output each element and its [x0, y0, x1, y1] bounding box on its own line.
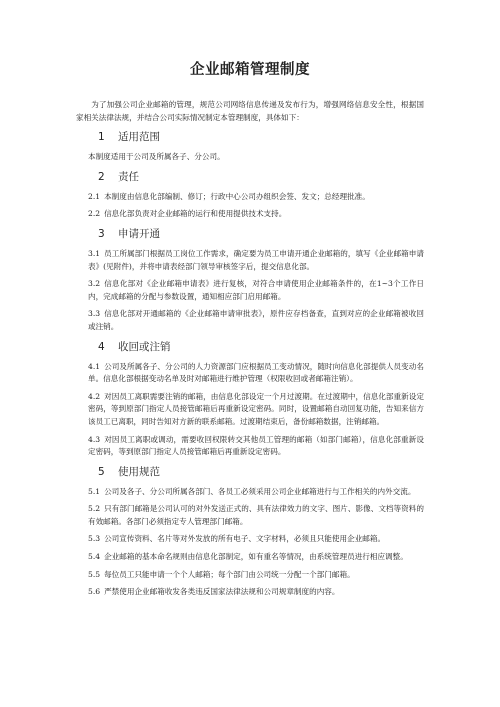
- clause-number: 5.4: [88, 552, 101, 562]
- section: [76, 464, 424, 599]
- clause-text: 公司及所属各子、分公司的人力资源部门应根据员工变动情况，随时向信息化部提供人员变动名单。信息化部根据变动名单及时对邮箱进行维护管理（权限收回或者邮箱注销）。: [88, 361, 424, 384]
- section-title: 使用规范: [118, 465, 160, 478]
- clause-paragraph: [76, 586, 424, 599]
- section-title: 收回或注销: [118, 340, 171, 353]
- clause-number: 4.1: [88, 361, 101, 371]
- clause-paragraph: [76, 434, 424, 459]
- section-heading: [76, 226, 424, 241]
- clause-text: 企业邮箱的基本命名规则由信息化部制定，如有重名等情况，由系统管理员进行相应调整。: [104, 552, 408, 562]
- section-heading: [76, 464, 424, 479]
- clause-text: 本制度由信息化部编制、修订；行政中心公司办组织会签、发文；总经理批准。: [104, 191, 370, 201]
- clause-paragraph: [76, 151, 424, 164]
- section-heading: [76, 169, 424, 184]
- clause-paragraph: [76, 278, 424, 303]
- section-title: 申请开通: [118, 227, 160, 240]
- clause-number: 5.1: [88, 486, 101, 496]
- clause-paragraph: [76, 569, 424, 582]
- clause-paragraph: [76, 361, 424, 386]
- section-heading: [76, 129, 424, 144]
- section-number: 5: [98, 465, 105, 478]
- clause-paragraph: [76, 248, 424, 273]
- clause-text: 严禁使用企业邮箱收发各类违反国家法律法规和公司规章制度的内容。: [104, 587, 340, 597]
- section-number: 4: [98, 340, 105, 353]
- clause-paragraph: [76, 391, 424, 429]
- clause-number: 2.2: [88, 209, 101, 219]
- section-number: 3: [98, 227, 105, 240]
- clause-text: 信息化部对《企业邮箱申请表》进行复核，对符合申请使用企业邮箱条件的，在1~3个工作日内，完成邮箱的分配与参数设置，通知相应部门启用邮箱。: [88, 279, 424, 301]
- clause-number: 5.6: [88, 587, 101, 597]
- clause-paragraph: [76, 208, 424, 221]
- clause-text: 员工所属部门根据员工岗位工作需求，确定要为员工申请开通企业邮箱的，填写《企业邮箱申请表》(见附件)，并将申请表经部门领导审核签字后，提交信息化部。: [88, 248, 424, 271]
- clause-text: 信息化部负责对企业邮箱的运行和使用提供技术支持。: [104, 209, 287, 219]
- clause-number: 4.2: [88, 391, 101, 401]
- clause-text: 对因员工离职或调动，需要收回权限转交其他员工管理的邮箱（如部门邮箱），信息化部重新设定密码，等到原部门指定人员接管邮箱后再重新设定密码。: [88, 434, 424, 457]
- clause-number: 2.1: [88, 191, 101, 201]
- section-number: 2: [98, 170, 105, 183]
- intro-paragraph: 为了加强公司企业邮箱的管理，规范公司网络信息传递及发布行为，增强网络信息安全性，根据国家相关法律法规，并结合公司实际情况制定本管理制度，具体如下：: [76, 100, 424, 122]
- section-number: 1: [98, 131, 105, 144]
- clause-text: 每位员工只能申请一个个人邮箱；每个部门由公司统一分配一个部门邮箱。: [104, 569, 355, 579]
- clause-paragraph: [76, 503, 424, 528]
- clause-paragraph: [76, 551, 424, 564]
- section: [76, 129, 424, 164]
- clause-number: 4.3: [88, 434, 101, 444]
- clause-number: 3.1: [88, 248, 101, 258]
- clause-paragraph: [76, 308, 424, 333]
- clause-number: 5.5: [88, 569, 101, 579]
- section-title: 责任: [118, 170, 139, 183]
- clause-text: 本制度适用于公司及所属各子、分公司。: [88, 152, 225, 162]
- clause-number: 5.3: [88, 534, 101, 544]
- clause-text: 对因员工离职需要注销的邮箱，由信息化部设定一个月过渡期。在过渡期中，信息化部重新设定密码，等到原部门指定人员接管邮箱后再重新设定密码。同时，设置邮箱自动回复功能，告知来信方该员工已离职，同时告知对方新的联系邮箱。过渡期结束后，备份邮箱数据，注销邮箱。: [88, 391, 424, 426]
- section: [76, 226, 424, 334]
- clause-text: 信息化部对开通邮箱的《企业邮箱申请审批表》，原件应存档备查，直到对应的企业邮箱被收回或注销。: [88, 309, 424, 331]
- section-heading: [76, 339, 424, 354]
- clause-text: 只有部门邮箱是公司认可的对外发送正式的、具有法律效力的文字、图片、影像、文档等资料的有效邮箱。各部门必须指定专人管理部门邮箱。: [88, 504, 424, 526]
- clause-number: 3.3: [88, 309, 101, 319]
- section-title: 适用范围: [118, 131, 160, 144]
- clause-paragraph: [76, 533, 424, 546]
- document-title: 企业邮箱管理制度: [190, 62, 310, 78]
- clause-number: 5.2: [88, 504, 101, 514]
- clause-paragraph: [76, 486, 424, 499]
- clause-text: 公司及各子、分公司所属各部门、各员工必须采用公司企业邮箱进行与工作相关的内外交流。: [104, 486, 416, 496]
- section: [76, 169, 424, 221]
- clause-paragraph: [76, 191, 424, 204]
- section: [76, 339, 424, 459]
- clause-text: 公司宣传资料、名片等对外发放的所有电子、文字材料，必须且只能使用企业邮箱。: [104, 534, 386, 544]
- sections-container: [76, 129, 424, 599]
- clause-number: 3.2: [88, 279, 101, 289]
